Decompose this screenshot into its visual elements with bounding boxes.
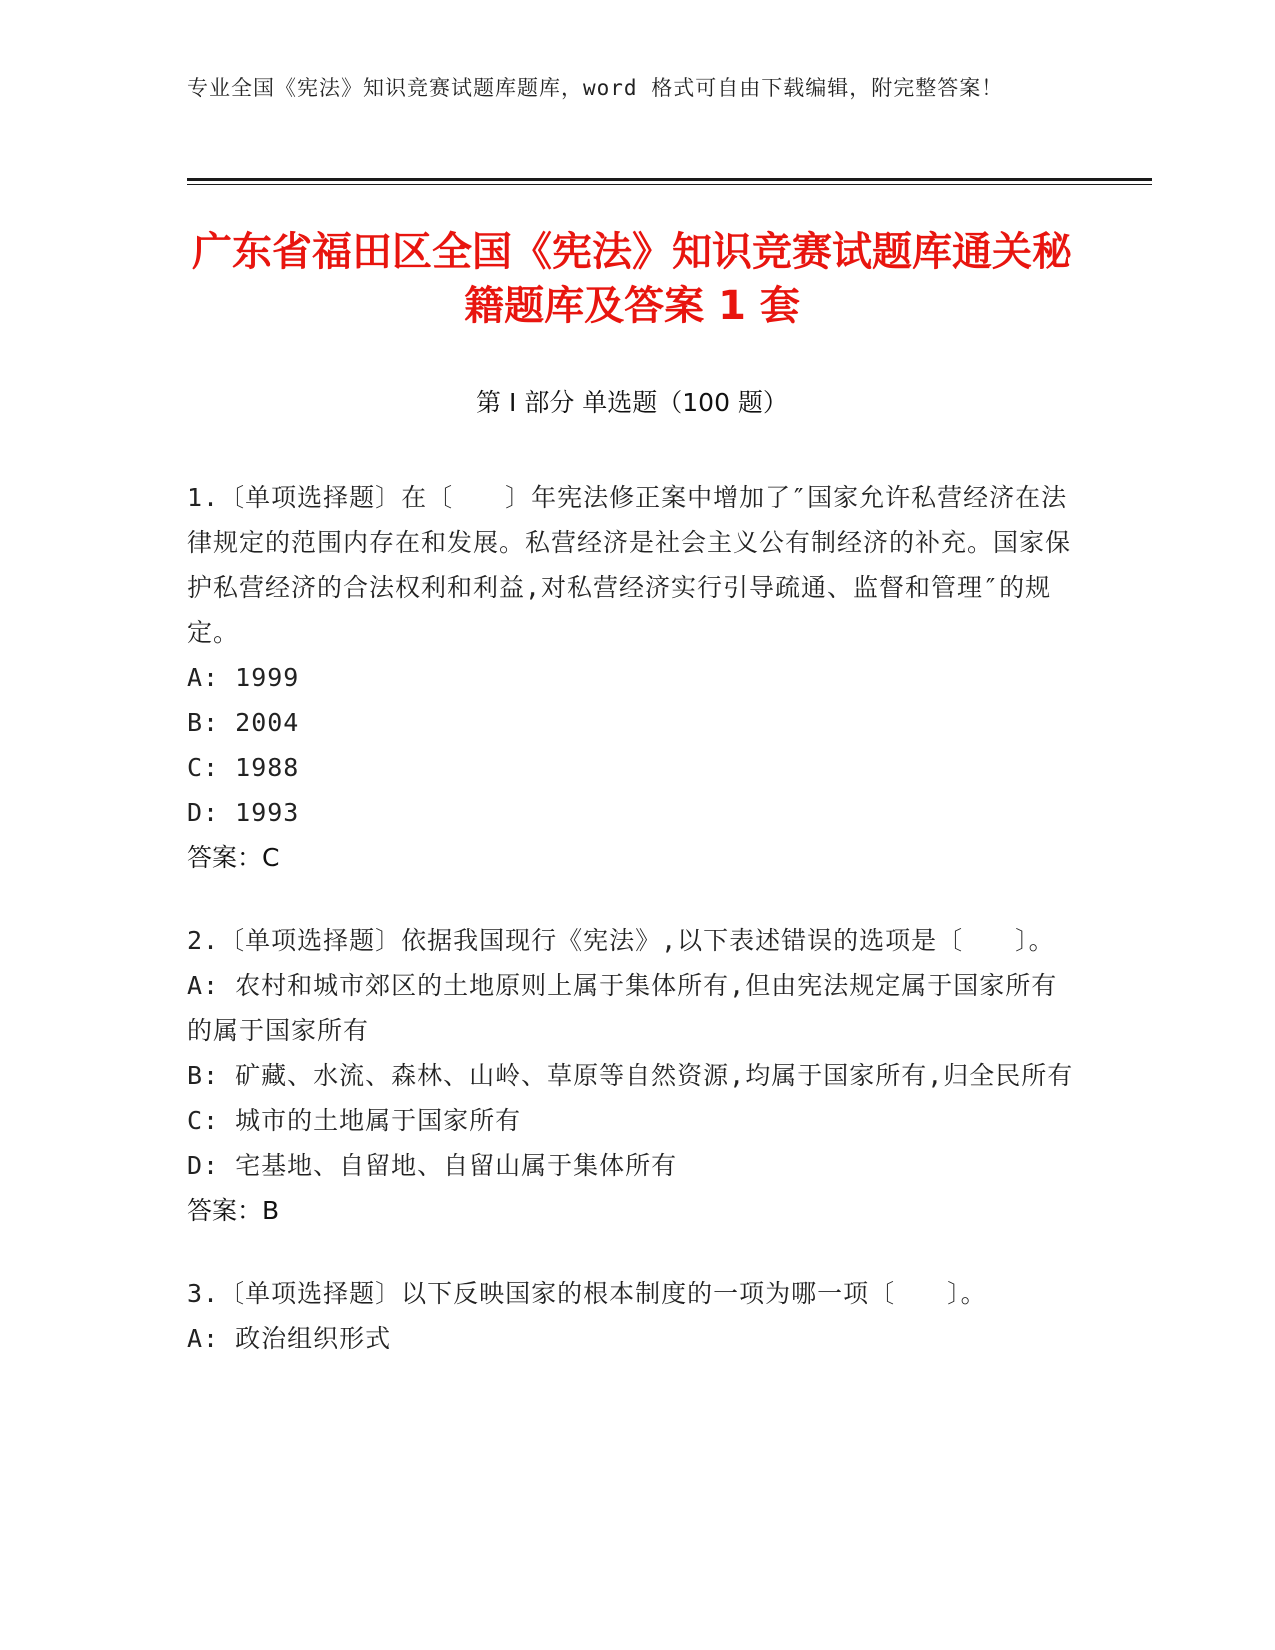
section-title: 第 I 部分 单选题（100 题） [476,388,788,417]
answer: 答案：B [187,1196,280,1225]
option-c: C: 城市的土地属于国家所有 [187,1106,522,1135]
question-text: 2.〔单项选择题〕依据我国现行《宪法》,以下表述错误的选项是〔 〕。 [187,926,1055,955]
option-a: A: 1999 [187,663,300,692]
option-a: A: 政治组织形式 [187,1324,392,1353]
question-3 [187,1271,1077,1361]
header-divider-thick [187,178,1152,181]
document-title: 广东省福田区全国《宪法》知识竞赛试题库通关秘籍题库及答案 1 套 [192,229,1072,329]
header-note: 专业全国《宪法》知识竞赛试题库题库，word 格式可自由下载编辑，附完整答案！ [187,76,1004,100]
option-d: D: 1993 [187,798,300,827]
answer: 答案：C [187,843,280,872]
option-b: B: 2004 [187,708,300,737]
option-a: A: 农村和城市郊区的土地原则上属于集体所有,但由宪法规定属于国家所有的属于国家所有 [187,971,1058,1045]
question-2 [187,918,1077,1233]
question-text: 1.〔单项选择题〕在〔 〕年宪法修正案中增加了″国家允许私营经济在法律规定的范围内存在和发展。私营经济是社会主义公有制经济的补充。国家保护私营经济的合法权利和利益,对私营经济实行引导疏通、监督和管理″的规定。 [187,483,1072,647]
question-list [187,475,1077,1399]
question-1 [187,475,1077,880]
question-text: 3.〔单项选择题〕以下反映国家的根本制度的一项为哪一项〔 〕。 [187,1279,987,1308]
option-d: D: 宅基地、自留地、自留山属于集体所有 [187,1151,678,1180]
header-divider-thin [187,184,1152,185]
option-b: B: 矿藏、水流、森林、山岭、草原等自然资源,均属于国家所有,归全民所有 [187,1061,1074,1090]
option-c: C: 1988 [187,753,300,782]
